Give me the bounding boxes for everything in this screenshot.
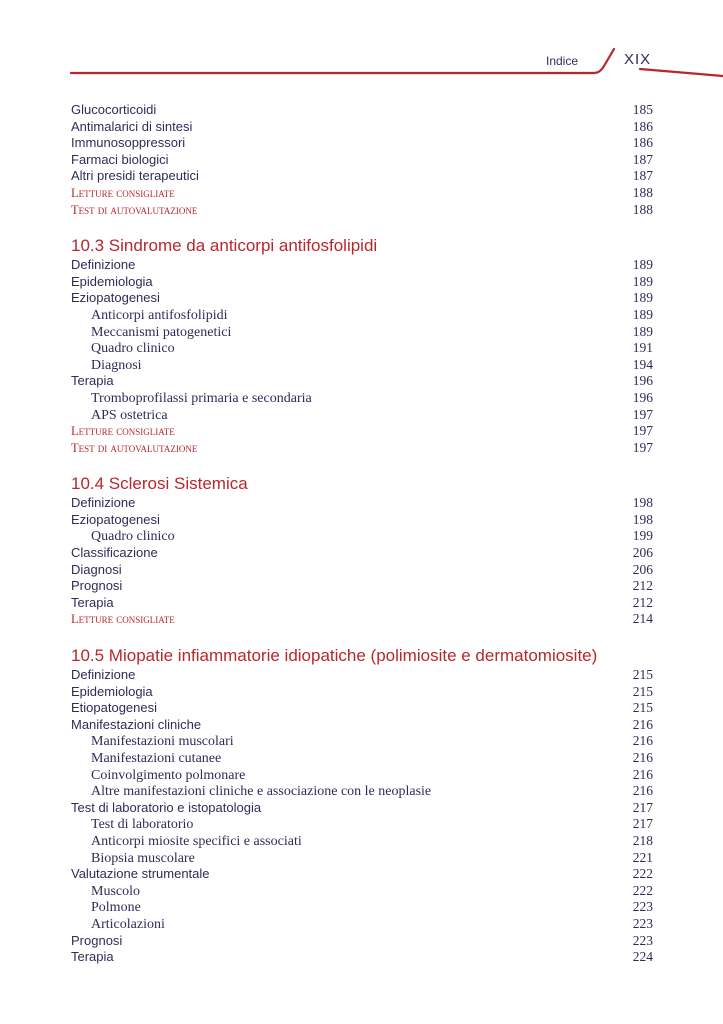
- toc-entry: [71, 750, 653, 767]
- toc-entry-label: Farmaci biologici: [71, 151, 169, 167]
- toc-entry-label: Valutazione strumentale: [71, 866, 210, 882]
- toc-page-number: 217: [632, 799, 653, 815]
- toc-entry: [71, 202, 653, 219]
- toc-page-number: 188: [632, 184, 653, 200]
- toc-entry: [71, 512, 653, 529]
- table-of-contents: [71, 102, 653, 966]
- toc-page-number: 189: [632, 323, 653, 339]
- toc-subentry-label: Altre manifestazioni cliniche e associazione con le neoplasie: [91, 784, 432, 800]
- toc-page-number: 199: [632, 528, 653, 544]
- toc-page-number: 215: [632, 667, 653, 683]
- toc-entry-label: Terapia: [71, 594, 114, 610]
- toc-page-number: 217: [632, 816, 653, 832]
- toc-page-number: 212: [632, 594, 653, 610]
- toc-subentry-label: Articolazioni: [91, 916, 165, 932]
- toc-entry-label: Definizione: [71, 495, 136, 511]
- toc-page-number: 216: [632, 733, 653, 749]
- section-heading: 10.5 Miopatie infiammatorie idiopatiche (polimiosite e dermatomiosite): [71, 646, 598, 666]
- toc-page-number: 218: [632, 832, 653, 848]
- toc-page-number: 198: [632, 495, 653, 511]
- toc-page-number: 198: [632, 511, 653, 527]
- toc-entry: [71, 949, 653, 966]
- toc-page-number: 187: [632, 151, 653, 167]
- toc-entry: [71, 257, 653, 274]
- toc-section: [71, 235, 653, 456]
- toc-page-number: 191: [632, 340, 653, 356]
- toc-entry: [71, 767, 653, 784]
- toc-page-number: 206: [632, 561, 653, 577]
- toc-subentry-label: Test di laboratorio: [91, 817, 194, 833]
- toc-entry: [71, 667, 653, 684]
- toc-page-number: 216: [632, 766, 653, 782]
- toc-page-number: 197: [632, 439, 653, 455]
- toc-entry: [71, 423, 653, 440]
- toc-entry: [71, 274, 653, 291]
- page-number: XIX: [624, 51, 652, 68]
- toc-entry: [71, 916, 653, 933]
- toc-entry: [71, 373, 653, 390]
- toc-entry-label: Definizione: [71, 667, 136, 683]
- toc-page-number: 187: [632, 168, 653, 184]
- toc-entry-label: Diagnosi: [71, 561, 122, 577]
- toc-entry-label: Classificazione: [71, 545, 158, 561]
- toc-entry-reference-label: Letture consigliate: [71, 424, 175, 439]
- toc-entry-reference-label: Letture consigliate: [71, 185, 175, 200]
- toc-page-number: 224: [632, 949, 653, 965]
- section-heading: 10.3 Sindrome da anticorpi antifosfolipidi: [71, 236, 378, 256]
- toc-page-number: 194: [632, 356, 653, 372]
- toc-entry-reference-label: Test di autovalutazione: [71, 202, 198, 217]
- toc-entry: [71, 168, 653, 185]
- toc-subentry-label: Diagnosi: [91, 357, 142, 373]
- toc-page-number: 189: [632, 257, 653, 273]
- toc-page-number: 216: [632, 783, 653, 799]
- toc-page-number: 189: [632, 306, 653, 322]
- toc-entry: [71, 307, 653, 324]
- toc-page-number: 197: [632, 423, 653, 439]
- toc-entry: [71, 733, 653, 750]
- toc-page-number: 186: [632, 118, 653, 134]
- toc-entry: [71, 290, 653, 307]
- toc-entry: [71, 545, 653, 562]
- toc-subentry-label: Polmone: [91, 900, 141, 916]
- toc-entry: [71, 562, 653, 579]
- toc-subentry-label: Quadro clinico: [91, 529, 175, 545]
- toc-entry: [71, 933, 653, 950]
- toc-entry: [71, 390, 653, 407]
- toc-page-number: 186: [632, 135, 653, 151]
- header-rule: [0, 0, 723, 80]
- running-header-label: Indice: [546, 54, 579, 68]
- toc-entry: [71, 850, 653, 867]
- toc-subentry-label: Coinvolgimento polmonare: [91, 767, 246, 783]
- toc-entry: [71, 102, 653, 119]
- toc-entry: [71, 340, 653, 357]
- toc-entry-label: Prognosi: [71, 578, 123, 594]
- toc-subentry-label: Muscolo: [91, 883, 140, 899]
- toc-entry: [71, 717, 653, 734]
- toc-subentry-label: Biopsia muscolare: [91, 850, 195, 866]
- toc-entry: [71, 783, 653, 800]
- toc-entry-label: Definizione: [71, 257, 136, 273]
- toc-subentry-label: APS ostetrica: [91, 407, 168, 423]
- toc-page-number: 216: [632, 716, 653, 732]
- toc-entry-label: Glucocorticoidi: [71, 102, 157, 117]
- toc-entry: [71, 833, 653, 850]
- toc-subentry-label: Tromboprofilassi primaria e secondaria: [91, 390, 312, 406]
- toc-entry-label: Eziopatogenesi: [71, 511, 160, 527]
- toc-subentry-label: Manifestazioni muscolari: [91, 734, 234, 750]
- toc-entry: [71, 866, 653, 883]
- toc-entry-label: Manifestazioni cliniche: [71, 716, 202, 732]
- toc-section: [71, 473, 653, 628]
- toc-entry: [71, 899, 653, 916]
- toc-page-number: 206: [632, 545, 653, 561]
- toc-entry-label: Test di laboratorio e istopatologia: [71, 799, 262, 815]
- toc-entry: [71, 495, 653, 512]
- toc-page-number: 223: [632, 899, 653, 915]
- toc-entry: [71, 185, 653, 202]
- toc-entry-label: Altri presidi terapeutici: [71, 168, 199, 184]
- toc-entry: [71, 684, 653, 701]
- toc-entry: [71, 119, 653, 136]
- toc-entry: [71, 816, 653, 833]
- toc-entry: [71, 883, 653, 900]
- toc-entry-label: Terapia: [71, 373, 114, 389]
- toc-entry-label: Immunosoppressori: [71, 135, 186, 151]
- toc-section: [71, 102, 653, 218]
- toc-page-number: 189: [632, 273, 653, 289]
- toc-page-number: 185: [632, 102, 653, 117]
- toc-entry: [71, 407, 653, 424]
- toc-entry: [71, 135, 653, 152]
- toc-entry-label: Eziopatogenesi: [71, 290, 160, 306]
- toc-page-number: 216: [632, 750, 653, 765]
- toc-subentry-label: Meccanismi patogenetici: [91, 324, 232, 340]
- toc-entry: [71, 152, 653, 169]
- toc-page-number: 223: [632, 915, 653, 931]
- toc-page-number: 197: [632, 406, 653, 422]
- toc-entry: [71, 324, 653, 341]
- toc-entry: [71, 440, 653, 457]
- toc-subentry-label: Quadro clinico: [91, 341, 175, 357]
- toc-page-number: 196: [632, 389, 653, 405]
- toc-entry-label: Terapia: [71, 949, 114, 965]
- toc-subentry-label: Anticorpi miosite specifici e associati: [91, 833, 302, 849]
- toc-entry: [71, 611, 653, 628]
- toc-section: [71, 645, 653, 966]
- toc-page-number: 223: [632, 932, 653, 948]
- toc-entry: [71, 578, 653, 595]
- toc-entry-label: Epidemiologia: [71, 273, 153, 289]
- page-header: [0, 0, 723, 80]
- toc-page-number: 212: [632, 578, 653, 594]
- toc-subentry-label: Manifestazioni cutanee: [91, 751, 222, 766]
- toc-subentry-label: Anticorpi antifosfolipidi: [91, 307, 228, 323]
- toc-page-number: 188: [632, 201, 653, 217]
- toc-entry: [71, 595, 653, 612]
- toc-entry: [71, 528, 653, 545]
- toc-page-number: 196: [632, 373, 653, 389]
- toc-page-number: 214: [632, 611, 653, 627]
- toc-entry: [71, 357, 653, 374]
- toc-entry-label: Antimalarici di sintesi: [71, 118, 193, 134]
- toc-entry-reference-label: Test di autovalutazione: [71, 440, 198, 455]
- toc-page-number: 189: [632, 290, 653, 306]
- toc-entry-reference-label: Letture consigliate: [71, 612, 175, 627]
- toc-entry-label: Etiopatogenesi: [71, 700, 158, 716]
- toc-entry-label: Prognosi: [71, 932, 123, 948]
- toc-page-number: 222: [632, 866, 653, 882]
- toc-entry: [71, 700, 653, 717]
- toc-page-number: 215: [632, 683, 653, 699]
- toc-entry: [71, 800, 653, 817]
- toc-page-number: 215: [632, 700, 653, 716]
- toc-entry-label: Epidemiologia: [71, 683, 153, 699]
- toc-page-number: 222: [632, 882, 653, 898]
- section-heading: 10.4 Sclerosi Sistemica: [71, 474, 248, 494]
- toc-page-number: 221: [632, 849, 653, 865]
